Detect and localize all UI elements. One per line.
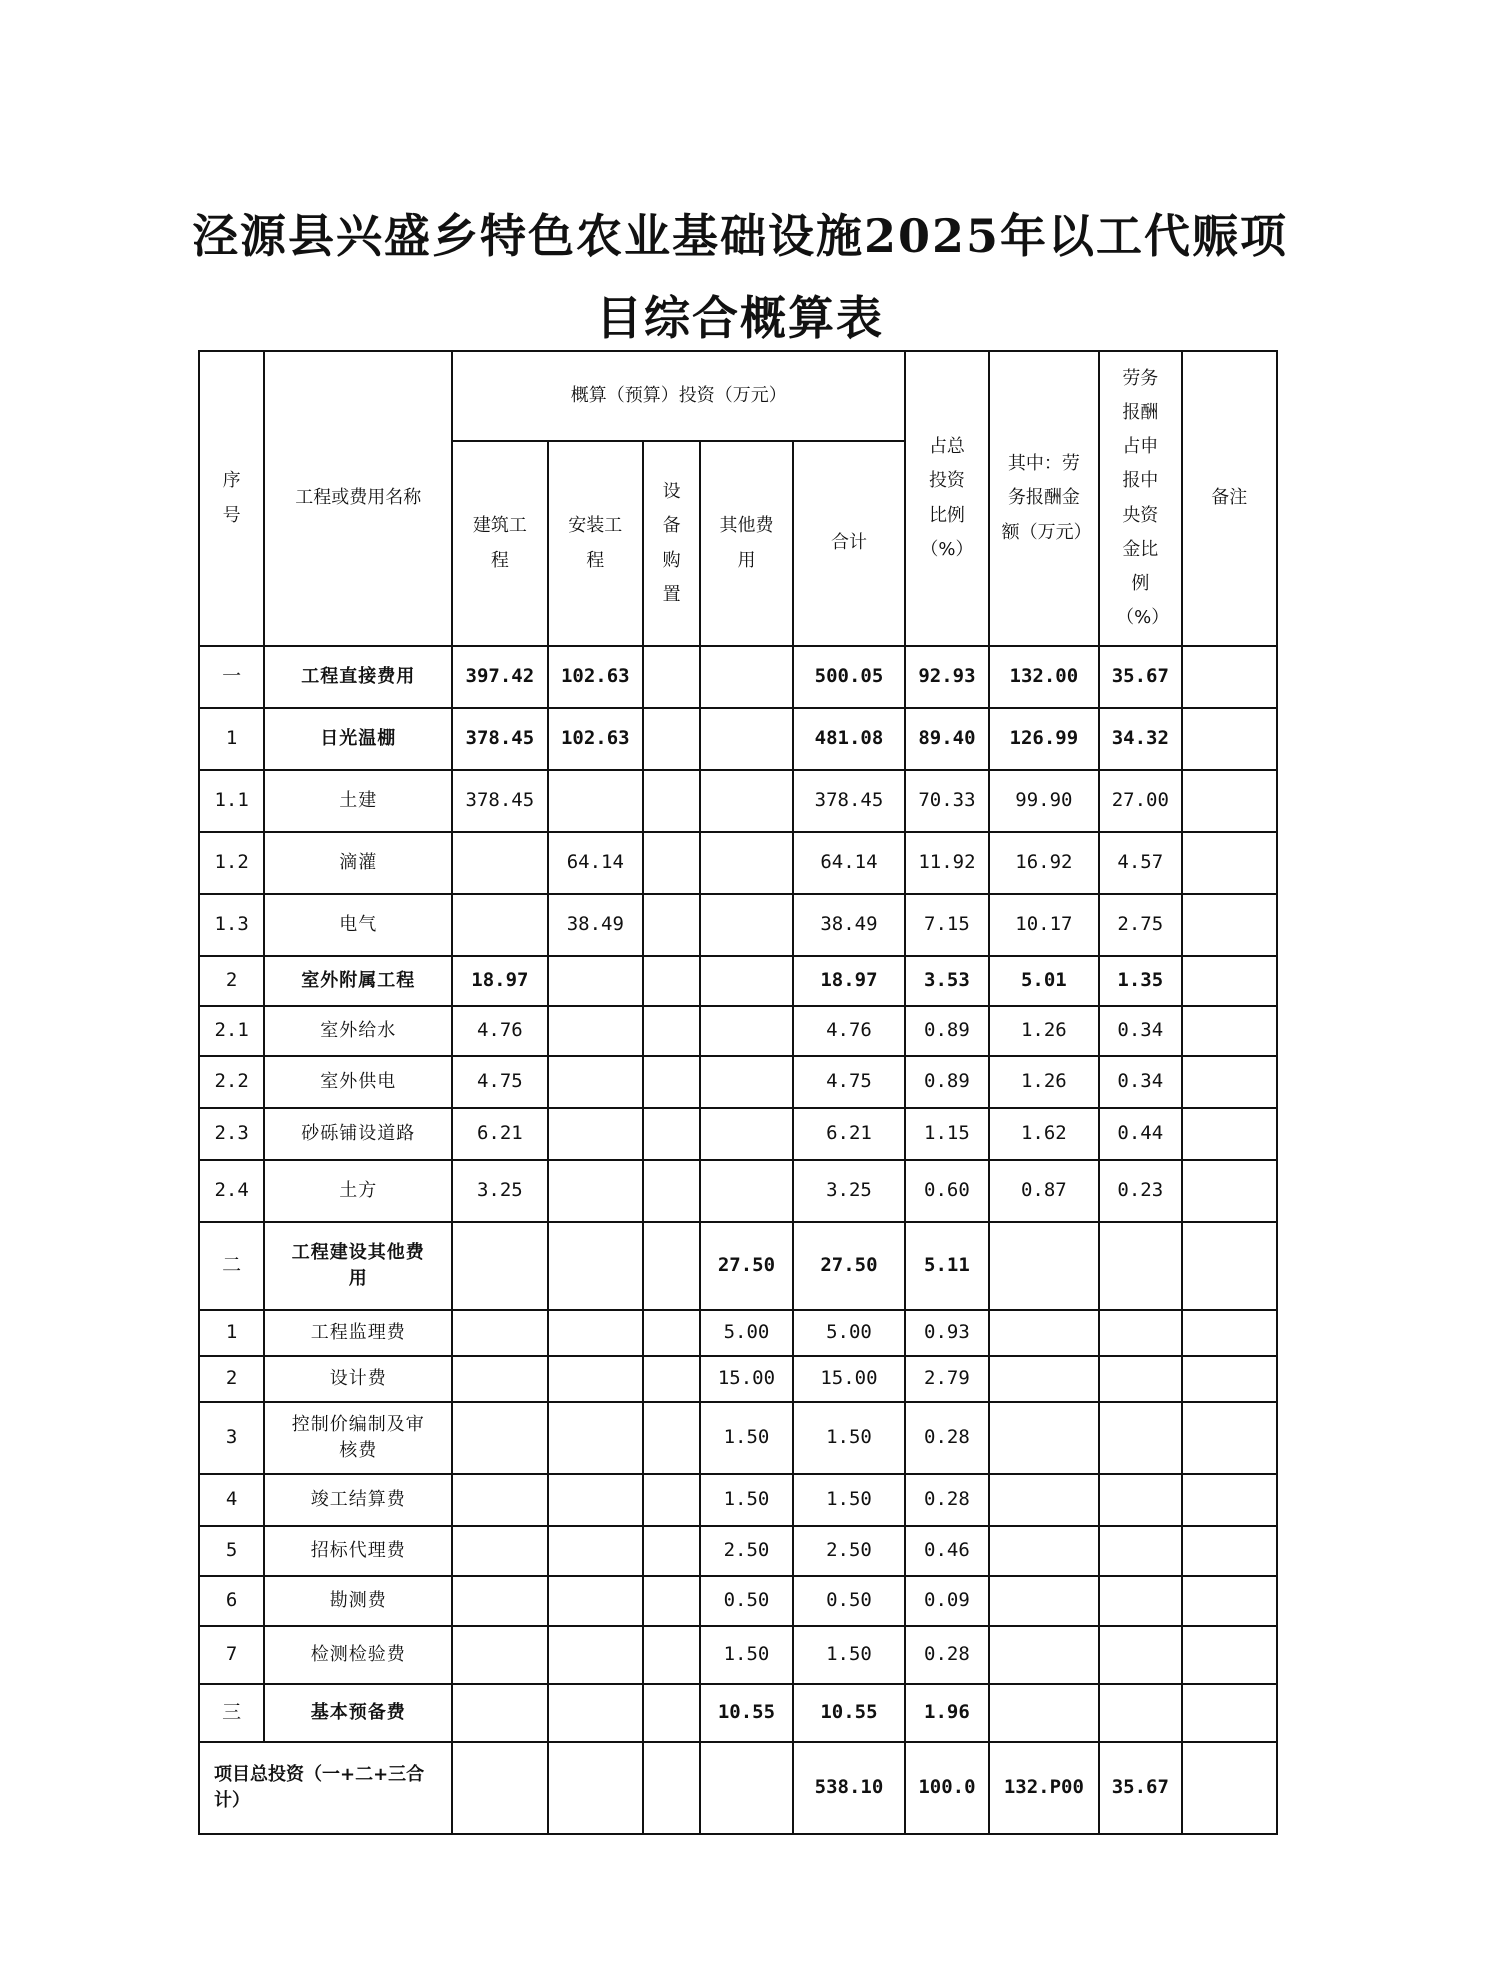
total-cell-equipment — [643, 1742, 700, 1834]
cell-name: 设计费 — [264, 1356, 452, 1402]
total-row — [199, 1742, 1277, 1834]
cell-remark — [1182, 1402, 1278, 1474]
cell-labor-ratio — [1099, 1310, 1181, 1356]
cell-installation — [548, 1684, 643, 1742]
cell-other — [700, 1108, 792, 1160]
total-cell-labor: 132.P00 — [989, 1742, 1100, 1834]
cell-seq: 二 — [199, 1222, 264, 1310]
cell-name: 室外给水 — [264, 1006, 452, 1056]
cell-ratio: 2.79 — [905, 1356, 988, 1402]
table-row — [199, 1526, 1277, 1576]
cell-equipment — [643, 1474, 700, 1526]
cell-remark — [1182, 832, 1278, 894]
cell-labor: 5.01 — [989, 956, 1100, 1006]
table-row — [199, 1684, 1277, 1742]
cell-name: 电气 — [264, 894, 452, 956]
cell-remark — [1182, 1684, 1278, 1742]
header-other: 其他费用 — [700, 441, 792, 646]
cell-installation — [548, 1056, 643, 1108]
cell-total: 1.50 — [793, 1402, 906, 1474]
table-row — [199, 1474, 1277, 1526]
cell-ratio: 1.96 — [905, 1684, 988, 1742]
header-remark: 备注 — [1182, 351, 1278, 646]
cell-construction: 4.75 — [452, 1056, 547, 1108]
cell-labor-ratio — [1099, 1222, 1181, 1310]
total-label: 项目总投资（一+二+三合计） — [199, 1742, 452, 1834]
cell-labor-ratio — [1099, 1526, 1181, 1576]
table-row — [199, 1108, 1277, 1160]
table-row — [199, 1626, 1277, 1684]
cell-construction — [452, 894, 547, 956]
cell-ratio: 0.28 — [905, 1626, 988, 1684]
cell-installation: 102.63 — [548, 646, 643, 708]
cell-total: 1.50 — [793, 1474, 906, 1526]
cell-total: 378.45 — [793, 770, 906, 832]
cell-ratio: 0.28 — [905, 1474, 988, 1526]
cell-name: 竣工结算费 — [264, 1474, 452, 1526]
cell-remark — [1182, 1160, 1278, 1222]
cell-total: 4.75 — [793, 1056, 906, 1108]
cell-seq: 一 — [199, 646, 264, 708]
table-row — [199, 646, 1277, 708]
cell-total: 5.00 — [793, 1310, 906, 1356]
header-invest-group: 概算（预算）投资（万元） — [452, 351, 905, 441]
cell-ratio: 5.11 — [905, 1222, 988, 1310]
cell-labor: 99.90 — [989, 770, 1100, 832]
cell-labor — [989, 1356, 1100, 1402]
cell-name: 土方 — [264, 1160, 452, 1222]
cell-installation — [548, 1310, 643, 1356]
cell-construction: 6.21 — [452, 1108, 547, 1160]
cell-seq: 2.3 — [199, 1108, 264, 1160]
cell-labor-ratio — [1099, 1576, 1181, 1626]
cell-seq: 2.2 — [199, 1056, 264, 1108]
cell-equipment — [643, 956, 700, 1006]
header-construction: 建筑工程 — [452, 441, 547, 646]
cell-seq: 6 — [199, 1576, 264, 1626]
cell-other: 1.50 — [700, 1626, 792, 1684]
cell-labor: 126.99 — [989, 708, 1100, 770]
header-name: 工程或费用名称 — [264, 351, 452, 646]
cell-installation — [548, 1160, 643, 1222]
cell-labor: 1.62 — [989, 1108, 1100, 1160]
cell-remark — [1182, 1526, 1278, 1576]
cell-equipment — [643, 1056, 700, 1108]
cell-ratio: 0.09 — [905, 1576, 988, 1626]
cell-equipment — [643, 1222, 700, 1310]
cell-construction — [452, 1626, 547, 1684]
cell-labor-ratio: 4.57 — [1099, 832, 1181, 894]
cell-ratio: 0.89 — [905, 1056, 988, 1108]
table-row — [199, 832, 1277, 894]
cell-installation — [548, 1474, 643, 1526]
cell-ratio: 3.53 — [905, 956, 988, 1006]
cell-ratio: 0.28 — [905, 1402, 988, 1474]
cell-labor: 16.92 — [989, 832, 1100, 894]
document-title-line-1: 泾源县兴盛乡特色农业基础设施2025年以工代赈项 — [191, 209, 1289, 263]
cell-labor-ratio: 0.34 — [1099, 1056, 1181, 1108]
cell-equipment — [643, 894, 700, 956]
cell-construction: 18.97 — [452, 956, 547, 1006]
cell-name: 日光温棚 — [264, 708, 452, 770]
cell-other — [700, 832, 792, 894]
cell-equipment — [643, 770, 700, 832]
cell-ratio: 0.89 — [905, 1006, 988, 1056]
cell-installation — [548, 770, 643, 832]
total-cell-construction — [452, 1742, 547, 1834]
header-seq: 序号 — [199, 351, 264, 646]
table-row — [199, 1310, 1277, 1356]
cell-labor-ratio — [1099, 1402, 1181, 1474]
cell-remark — [1182, 1474, 1278, 1526]
cell-construction — [452, 1526, 547, 1576]
cell-total: 1.50 — [793, 1626, 906, 1684]
total-cell-total: 538.10 — [793, 1742, 906, 1834]
cell-seq: 三 — [199, 1684, 264, 1742]
table-row — [199, 1222, 1277, 1310]
cell-construction — [452, 1402, 547, 1474]
cell-labor: 0.87 — [989, 1160, 1100, 1222]
cell-name: 招标代理费 — [264, 1526, 452, 1576]
cell-construction — [452, 1356, 547, 1402]
header-labor-amount: 其中：劳务报酬金额（万元） — [989, 351, 1100, 646]
cell-remark — [1182, 1108, 1278, 1160]
cell-remark — [1182, 1576, 1278, 1626]
total-cell-remark — [1182, 1742, 1278, 1834]
cell-name: 室外附属工程 — [264, 956, 452, 1006]
document-title-line-2: 目综合概算表 — [596, 291, 884, 345]
cell-name: 勘测费 — [264, 1576, 452, 1626]
cell-ratio: 70.33 — [905, 770, 988, 832]
cell-construction — [452, 832, 547, 894]
total-cell-ratio: 100.0 — [905, 1742, 988, 1834]
cell-other: 27.50 — [700, 1222, 792, 1310]
cell-labor: 1.26 — [989, 1006, 1100, 1056]
cell-remark — [1182, 1626, 1278, 1684]
cell-other: 5.00 — [700, 1310, 792, 1356]
cell-seq: 5 — [199, 1526, 264, 1576]
cell-remark — [1182, 770, 1278, 832]
cell-equipment — [643, 1310, 700, 1356]
cell-equipment — [643, 1402, 700, 1474]
cell-name: 工程监理费 — [264, 1310, 452, 1356]
cell-other — [700, 1160, 792, 1222]
cell-ratio: 0.93 — [905, 1310, 988, 1356]
cell-installation — [548, 1222, 643, 1310]
table-row — [199, 1356, 1277, 1402]
cell-remark — [1182, 646, 1278, 708]
table-row — [199, 894, 1277, 956]
cell-installation — [548, 1576, 643, 1626]
header-installation: 安装工程 — [548, 441, 643, 646]
cell-remark — [1182, 1356, 1278, 1402]
cell-other — [700, 956, 792, 1006]
cell-total: 481.08 — [793, 708, 906, 770]
cell-other: 15.00 — [700, 1356, 792, 1402]
header-row-1 — [199, 351, 1277, 441]
cell-installation — [548, 1626, 643, 1684]
table-row — [199, 956, 1277, 1006]
cell-remark — [1182, 1006, 1278, 1056]
cell-other — [700, 1006, 792, 1056]
cell-labor-ratio: 0.34 — [1099, 1006, 1181, 1056]
cell-seq: 2 — [199, 956, 264, 1006]
cell-construction: 4.76 — [452, 1006, 547, 1056]
cell-labor-ratio — [1099, 1474, 1181, 1526]
cell-total: 64.14 — [793, 832, 906, 894]
cell-other — [700, 770, 792, 832]
cell-labor-ratio — [1099, 1684, 1181, 1742]
cell-equipment — [643, 646, 700, 708]
cell-total: 500.05 — [793, 646, 906, 708]
table-row — [199, 1056, 1277, 1108]
cell-construction: 3.25 — [452, 1160, 547, 1222]
cell-seq: 2.4 — [199, 1160, 264, 1222]
header-labor-ratio: 劳务报酬占申报中央资金比例（%） — [1099, 351, 1181, 646]
cell-other — [700, 646, 792, 708]
cell-name: 室外供电 — [264, 1056, 452, 1108]
cell-name: 检测检验费 — [264, 1626, 452, 1684]
cell-total: 2.50 — [793, 1526, 906, 1576]
cell-other — [700, 1056, 792, 1108]
cell-total: 6.21 — [793, 1108, 906, 1160]
header-total: 合计 — [793, 441, 906, 646]
cell-ratio: 89.40 — [905, 708, 988, 770]
cell-installation — [548, 956, 643, 1006]
cell-equipment — [643, 1006, 700, 1056]
cell-equipment — [643, 708, 700, 770]
cell-seq: 1.2 — [199, 832, 264, 894]
cell-name: 滴灌 — [264, 832, 452, 894]
cell-construction: 397.42 — [452, 646, 547, 708]
table-body — [199, 646, 1277, 1834]
cell-remark — [1182, 1222, 1278, 1310]
cell-ratio: 0.46 — [905, 1526, 988, 1576]
cell-name: 基本预备费 — [264, 1684, 452, 1742]
table-row — [199, 708, 1277, 770]
cell-labor — [989, 1526, 1100, 1576]
table-row — [199, 1402, 1277, 1474]
cell-seq: 1 — [199, 708, 264, 770]
cell-equipment — [643, 1684, 700, 1742]
cell-ratio: 7.15 — [905, 894, 988, 956]
cell-labor: 132.00 — [989, 646, 1100, 708]
cell-construction — [452, 1576, 547, 1626]
cell-labor: 10.17 — [989, 894, 1100, 956]
cell-seq: 1 — [199, 1310, 264, 1356]
cell-remark — [1182, 894, 1278, 956]
cell-ratio: 0.60 — [905, 1160, 988, 1222]
total-cell-other — [700, 1742, 792, 1834]
cell-labor — [989, 1222, 1100, 1310]
cell-labor — [989, 1310, 1100, 1356]
cell-seq: 7 — [199, 1626, 264, 1684]
cell-labor — [989, 1474, 1100, 1526]
cell-seq: 1.3 — [199, 894, 264, 956]
cell-labor-ratio: 2.75 — [1099, 894, 1181, 956]
cell-installation — [548, 1402, 643, 1474]
cell-installation — [548, 1356, 643, 1402]
cell-construction — [452, 1310, 547, 1356]
cell-installation — [548, 1006, 643, 1056]
cell-total: 27.50 — [793, 1222, 906, 1310]
cell-other: 10.55 — [700, 1684, 792, 1742]
cell-construction — [452, 1684, 547, 1742]
cell-name: 控制价编制及审核费 — [264, 1402, 452, 1474]
cell-ratio: 11.92 — [905, 832, 988, 894]
cell-construction: 378.45 — [452, 770, 547, 832]
cell-equipment — [643, 1526, 700, 1576]
cell-labor-ratio: 35.67 — [1099, 646, 1181, 708]
cell-equipment — [643, 1160, 700, 1222]
budget-table — [198, 350, 1278, 1835]
cell-labor-ratio: 0.23 — [1099, 1160, 1181, 1222]
cell-other: 1.50 — [700, 1474, 792, 1526]
cell-installation: 64.14 — [548, 832, 643, 894]
cell-labor — [989, 1684, 1100, 1742]
cell-construction — [452, 1222, 547, 1310]
cell-labor-ratio: 1.35 — [1099, 956, 1181, 1006]
table-row — [199, 1160, 1277, 1222]
cell-installation — [548, 1108, 643, 1160]
cell-equipment — [643, 1626, 700, 1684]
cell-remark — [1182, 708, 1278, 770]
cell-construction: 378.45 — [452, 708, 547, 770]
header-ratio: 占总投资比例（%） — [905, 351, 988, 646]
cell-labor: 1.26 — [989, 1056, 1100, 1108]
cell-ratio: 1.15 — [905, 1108, 988, 1160]
cell-remark — [1182, 956, 1278, 1006]
cell-total: 4.76 — [793, 1006, 906, 1056]
cell-name: 工程建设其他费用 — [264, 1222, 452, 1310]
cell-seq: 2 — [199, 1356, 264, 1402]
cell-remark — [1182, 1056, 1278, 1108]
cell-total: 3.25 — [793, 1160, 906, 1222]
cell-ratio: 92.93 — [905, 646, 988, 708]
cell-seq: 1.1 — [199, 770, 264, 832]
cell-equipment — [643, 1108, 700, 1160]
cell-other — [700, 894, 792, 956]
total-cell-labor-ratio: 35.67 — [1099, 1742, 1181, 1834]
cell-labor-ratio — [1099, 1356, 1181, 1402]
cell-total: 38.49 — [793, 894, 906, 956]
cell-equipment — [643, 1356, 700, 1402]
cell-installation — [548, 1526, 643, 1576]
cell-name: 土建 — [264, 770, 452, 832]
cell-name: 砂砾铺设道路 — [264, 1108, 452, 1160]
total-cell-installation — [548, 1742, 643, 1834]
cell-total: 0.50 — [793, 1576, 906, 1626]
cell-seq: 3 — [199, 1402, 264, 1474]
table-row — [199, 770, 1277, 832]
cell-installation: 102.63 — [548, 708, 643, 770]
cell-remark — [1182, 1310, 1278, 1356]
cell-other: 2.50 — [700, 1526, 792, 1576]
cell-total: 18.97 — [793, 956, 906, 1006]
cell-labor-ratio — [1099, 1626, 1181, 1684]
cell-labor — [989, 1402, 1100, 1474]
cell-seq: 4 — [199, 1474, 264, 1526]
cell-other: 1.50 — [700, 1402, 792, 1474]
cell-labor-ratio: 34.32 — [1099, 708, 1181, 770]
cell-labor — [989, 1626, 1100, 1684]
cell-other: 0.50 — [700, 1576, 792, 1626]
header-equipment: 设备购置 — [643, 441, 700, 646]
cell-total: 10.55 — [793, 1684, 906, 1742]
cell-equipment — [643, 832, 700, 894]
cell-labor-ratio: 0.44 — [1099, 1108, 1181, 1160]
cell-construction — [452, 1474, 547, 1526]
cell-seq: 2.1 — [199, 1006, 264, 1056]
cell-installation: 38.49 — [548, 894, 643, 956]
cell-labor — [989, 1576, 1100, 1626]
table-row — [199, 1006, 1277, 1056]
cell-total: 15.00 — [793, 1356, 906, 1402]
cell-other — [700, 708, 792, 770]
cell-name: 工程直接费用 — [264, 646, 452, 708]
table-row — [199, 1576, 1277, 1626]
cell-labor-ratio: 27.00 — [1099, 770, 1181, 832]
cell-equipment — [643, 1576, 700, 1626]
